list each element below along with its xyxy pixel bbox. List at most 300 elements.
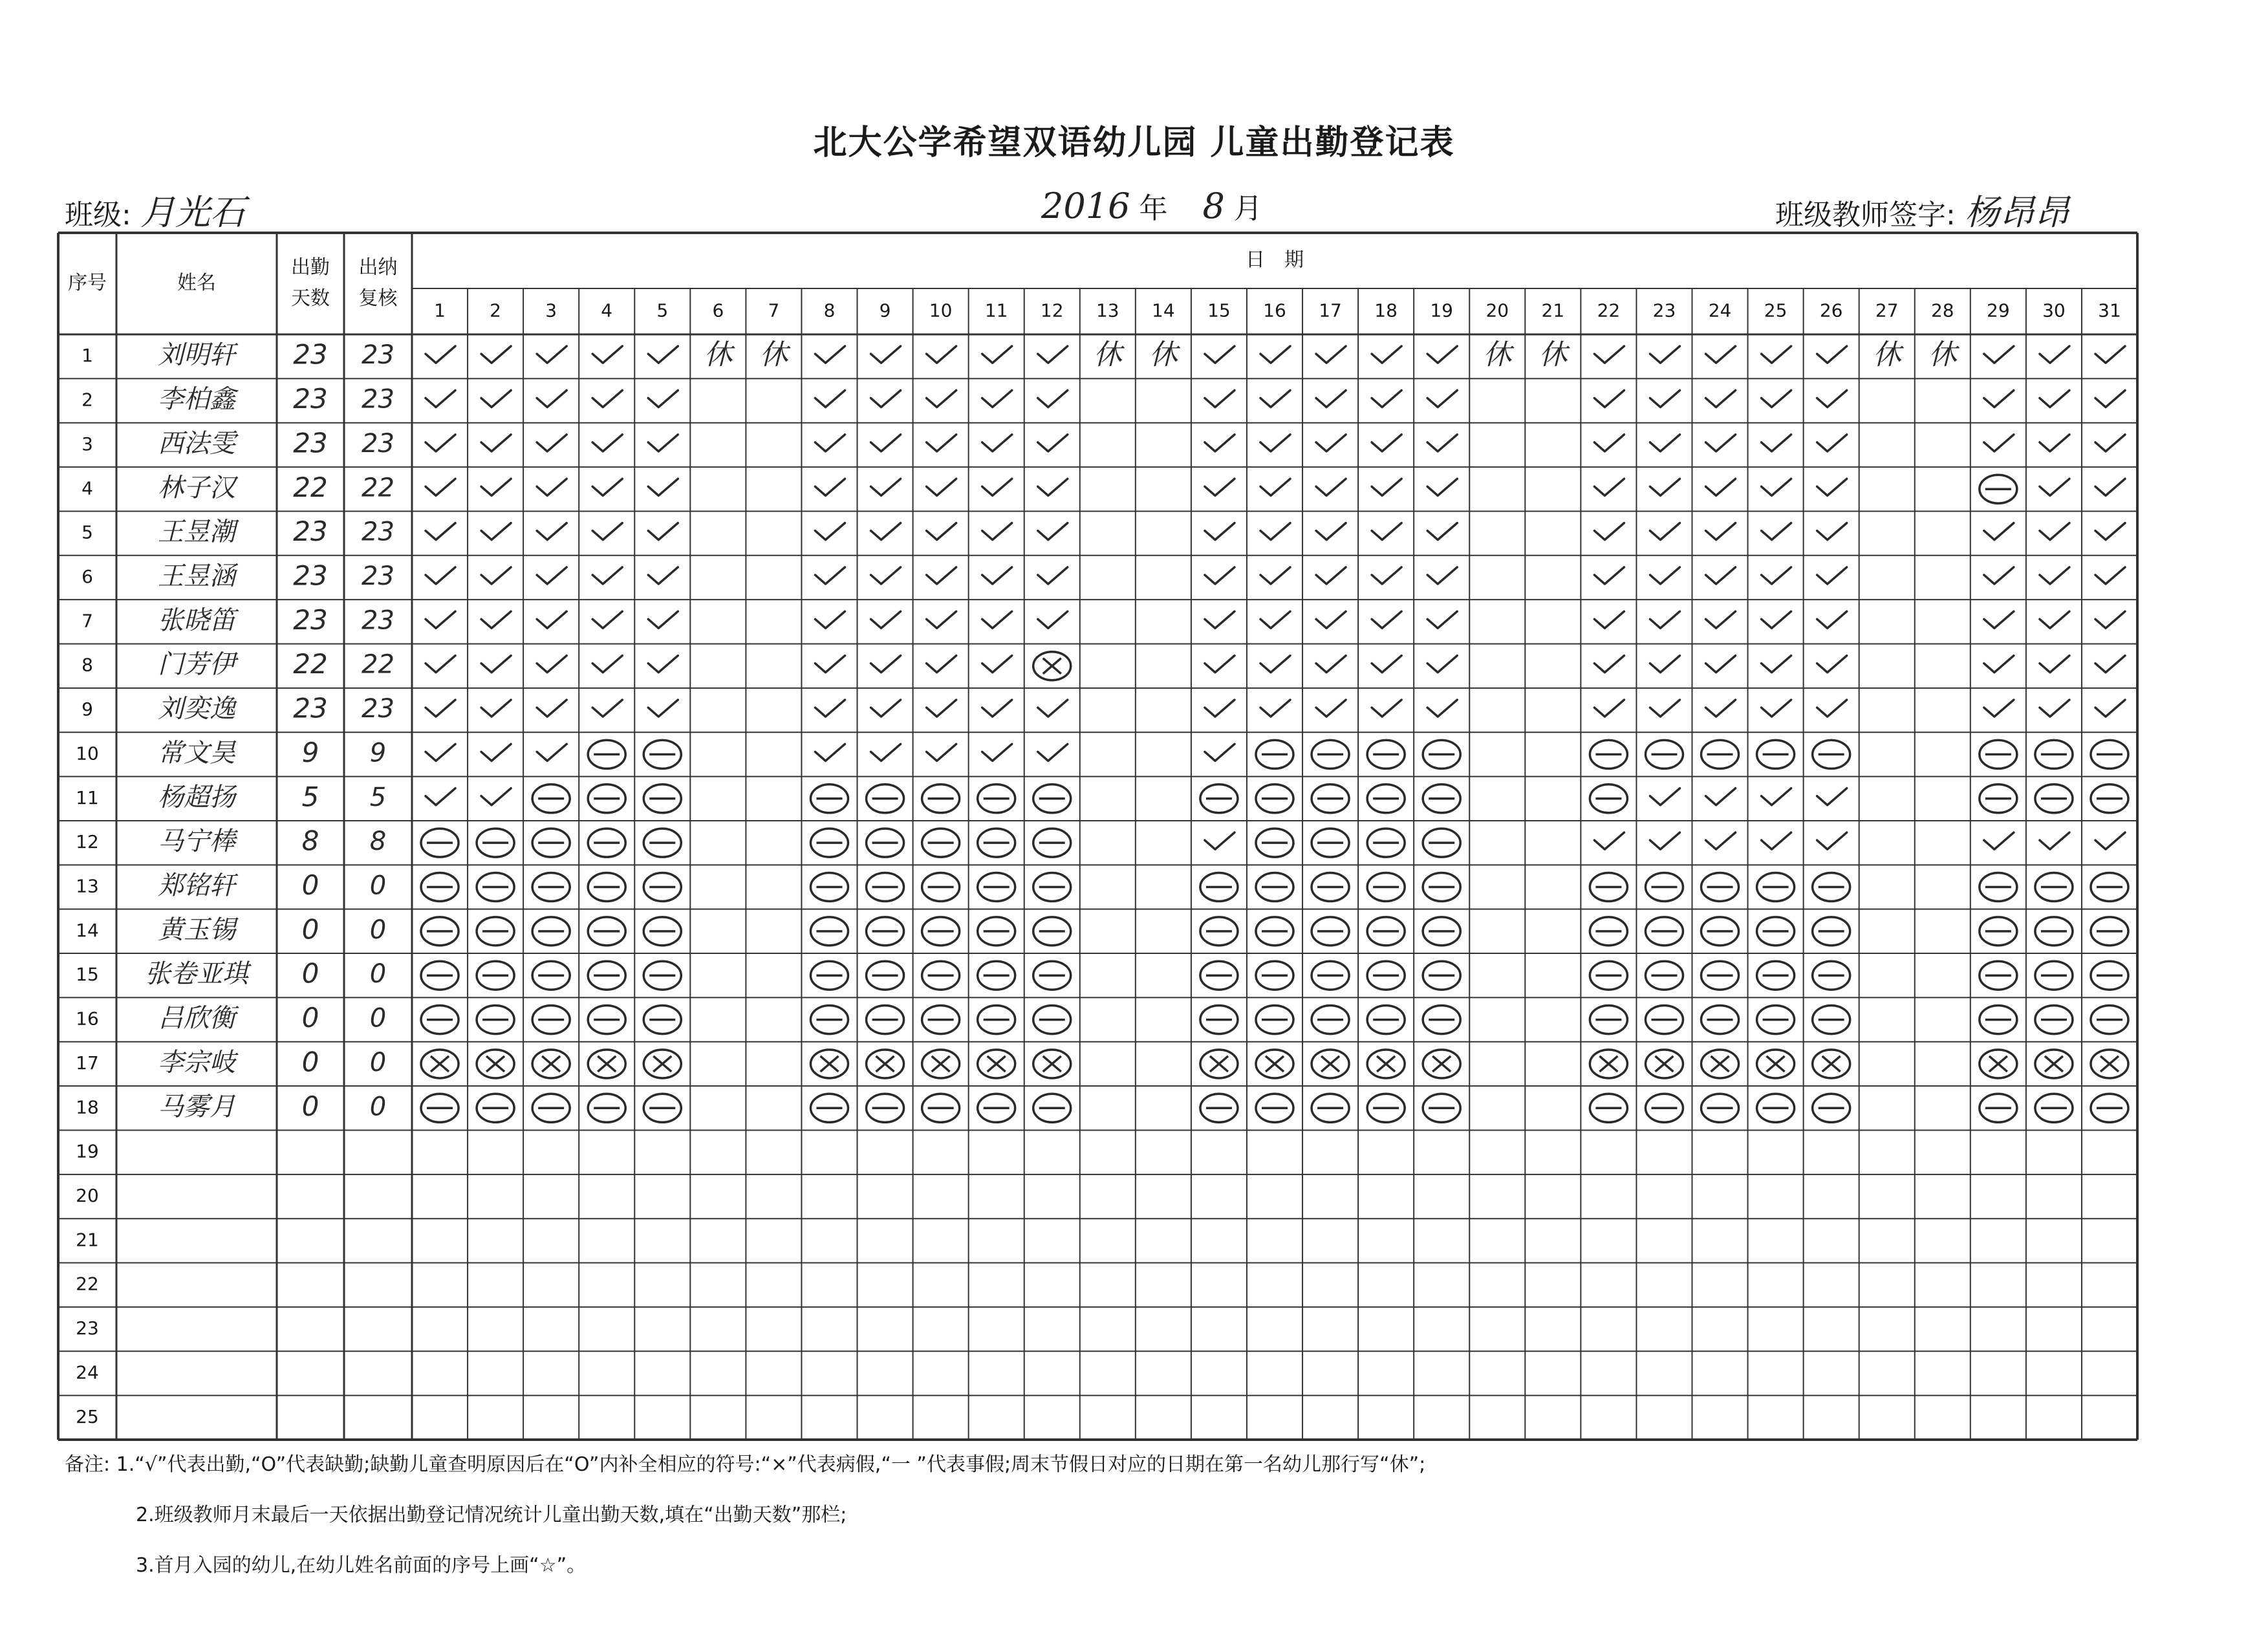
check-stroke xyxy=(1594,656,1624,673)
day-number-13: 13 xyxy=(1096,299,1119,321)
check-stroke xyxy=(1650,832,1679,849)
present-check-mark xyxy=(2095,523,2125,540)
present-check-mark xyxy=(871,479,901,495)
personal-leave-mark xyxy=(477,828,514,857)
check-stroke xyxy=(1817,567,1847,584)
present-check-mark xyxy=(1984,700,2014,717)
present-check-mark xyxy=(1316,435,1346,451)
sick-cross xyxy=(820,1056,838,1072)
absence-circle xyxy=(2091,1050,2128,1078)
absence-circle xyxy=(532,1006,570,1034)
present-check-mark xyxy=(982,656,1012,673)
check-stroke xyxy=(1984,656,2014,673)
check-stroke xyxy=(1762,788,1791,805)
check-stroke xyxy=(2040,656,2069,673)
sick-cross xyxy=(2101,1056,2119,1072)
sick-cross xyxy=(1822,1056,1841,1072)
sick-cross xyxy=(653,1056,671,1072)
present-check-mark xyxy=(426,611,455,628)
check-stroke xyxy=(1706,391,1736,407)
sick-cross xyxy=(1822,1056,1841,1072)
absence-circle xyxy=(1980,1050,2017,1078)
day-number-1: 1 xyxy=(434,299,446,321)
holiday-glyph: 休 xyxy=(1149,338,1178,372)
attendance-days: 9 xyxy=(301,736,319,768)
student-name: 常文昊 xyxy=(158,738,235,768)
check-stroke xyxy=(1984,700,2014,717)
present-check-mark xyxy=(1650,832,1679,849)
check-stroke xyxy=(592,656,622,673)
check-stroke xyxy=(1762,567,1791,584)
absence-circle xyxy=(643,1006,681,1034)
personal-leave-mark xyxy=(1701,1094,1739,1122)
check-stroke xyxy=(648,567,678,584)
personal-leave-mark xyxy=(2035,873,2073,902)
absence-circle xyxy=(1367,1006,1405,1034)
present-check-mark xyxy=(1038,346,1068,363)
student-name: 门芳伊 xyxy=(158,649,235,680)
present-check-mark xyxy=(1372,435,1401,451)
absence-circle xyxy=(1813,1094,1850,1122)
sick-cross xyxy=(1043,1056,1061,1072)
absence-circle xyxy=(1367,1050,1405,1078)
absence-circle xyxy=(1980,917,2017,946)
check-stroke xyxy=(815,611,845,628)
absence-circle xyxy=(532,917,570,946)
notes-label: 备注: xyxy=(65,1453,111,1476)
personal-leave-mark xyxy=(1256,873,1293,902)
check-stroke xyxy=(648,700,678,717)
absence-circle xyxy=(588,917,625,946)
present-check-mark xyxy=(537,435,567,451)
absence-circle xyxy=(1423,785,1460,813)
row-number: 22 xyxy=(76,1273,99,1295)
personal-leave-mark xyxy=(1757,873,1795,902)
personal-leave-mark xyxy=(1312,828,1349,857)
personal-leave-mark xyxy=(2091,917,2128,946)
absence-circle xyxy=(978,873,1015,902)
check-stroke xyxy=(1316,346,1346,363)
personal-leave-mark xyxy=(477,1094,514,1122)
present-check-mark xyxy=(1650,788,1679,805)
present-check-mark xyxy=(481,391,511,407)
personal-leave-mark xyxy=(1367,740,1405,768)
present-check-mark xyxy=(871,567,901,584)
absence-circle xyxy=(1423,740,1460,768)
present-check-mark xyxy=(2040,656,2069,673)
sick-leave-mark xyxy=(978,1050,1015,1078)
check-stroke xyxy=(1762,346,1791,363)
personal-leave-mark xyxy=(1701,961,1739,990)
present-check-mark xyxy=(1316,479,1346,495)
check-stroke xyxy=(1038,523,1068,540)
holiday-glyph: 休 xyxy=(1483,338,1512,372)
present-check-mark xyxy=(1762,656,1791,673)
personal-leave-mark xyxy=(1423,740,1460,768)
check-stroke xyxy=(927,567,956,584)
sick-cross xyxy=(542,1056,560,1072)
absence-circle xyxy=(867,1006,904,1034)
present-check-mark xyxy=(927,744,956,761)
present-check-mark xyxy=(1038,523,1068,540)
present-check-mark xyxy=(1427,391,1457,407)
absence-circle xyxy=(922,917,960,946)
check-stroke xyxy=(1706,832,1736,849)
personal-leave-mark xyxy=(1813,1006,1850,1034)
check-stroke xyxy=(871,523,901,540)
sick-cross xyxy=(653,1056,671,1072)
present-check-mark xyxy=(815,523,845,540)
day-number-14: 14 xyxy=(1152,299,1175,321)
sick-cross xyxy=(542,1056,560,1072)
personal-leave-mark xyxy=(1813,961,1850,990)
check-stroke xyxy=(2095,346,2125,363)
month-suffix: 月 xyxy=(1233,192,1262,225)
check-stroke xyxy=(1817,656,1847,673)
check-stroke xyxy=(1650,788,1679,805)
sick-cross xyxy=(1043,1056,1061,1072)
check-stroke xyxy=(2095,391,2125,407)
notes-section xyxy=(65,1440,2212,1591)
absence-circle xyxy=(1980,1006,2017,1034)
check-stroke xyxy=(1260,479,1290,495)
day-number-16: 16 xyxy=(1263,299,1286,321)
check-stroke xyxy=(1650,656,1679,673)
holiday-mark xyxy=(759,338,791,371)
check-stroke xyxy=(1817,832,1847,849)
check-stroke xyxy=(1762,479,1791,495)
check-stroke xyxy=(1372,567,1401,584)
personal-leave-mark xyxy=(1256,917,1293,946)
absence-circle xyxy=(1256,961,1293,990)
absence-circle xyxy=(1256,828,1293,857)
absence-circle xyxy=(643,1050,681,1078)
check-stroke xyxy=(1594,700,1624,717)
personal-leave-mark xyxy=(1423,785,1460,813)
sick-cross xyxy=(1321,1056,1339,1072)
check-stroke xyxy=(1706,435,1736,451)
year-suffix: 年 xyxy=(1139,192,1168,225)
row-number: 9 xyxy=(81,698,93,720)
present-check-mark xyxy=(1038,435,1068,451)
absence-circle xyxy=(1423,961,1460,990)
personal-leave-mark xyxy=(1367,1094,1405,1122)
day-number-21: 21 xyxy=(1541,299,1565,321)
present-check-mark xyxy=(481,435,511,451)
row-number: 18 xyxy=(76,1096,99,1118)
sick-cross xyxy=(1043,658,1061,674)
present-check-mark xyxy=(426,656,455,673)
check-stroke xyxy=(1427,391,1457,407)
present-check-mark xyxy=(1205,391,1235,407)
personal-leave-mark xyxy=(1256,785,1293,813)
personal-leave-mark xyxy=(1033,1094,1071,1122)
present-check-mark xyxy=(927,611,956,628)
absence-circle xyxy=(477,1050,514,1078)
check-stroke xyxy=(1427,346,1457,363)
personal-leave-mark xyxy=(810,785,848,813)
check-stroke xyxy=(982,744,1012,761)
absence-circle xyxy=(1423,1094,1460,1122)
personal-leave-mark xyxy=(1200,917,1238,946)
student-name: 李柏鑫 xyxy=(158,384,235,415)
present-check-mark xyxy=(982,567,1012,584)
present-check-mark xyxy=(537,567,567,584)
present-check-mark xyxy=(1650,611,1679,628)
absence-circle xyxy=(1256,785,1293,813)
present-check-mark xyxy=(2040,391,2069,407)
present-check-mark xyxy=(1706,346,1736,363)
check-stroke xyxy=(982,611,1012,628)
day-number-17: 17 xyxy=(1319,299,1342,321)
personal-leave-mark xyxy=(1256,828,1293,857)
check-stroke xyxy=(982,567,1012,584)
check-stroke xyxy=(1316,391,1346,407)
check-stroke xyxy=(2095,611,2125,628)
check-stroke xyxy=(592,700,622,717)
attendance-days: 23 xyxy=(293,603,328,636)
check-stroke xyxy=(426,391,455,407)
present-check-mark xyxy=(2095,346,2125,363)
check-stroke xyxy=(927,700,956,717)
check-stroke xyxy=(1706,700,1736,717)
check-stroke xyxy=(481,523,511,540)
attendance-days: 23 xyxy=(293,427,328,459)
holiday-glyph: 休 xyxy=(1539,338,1568,372)
check-stroke xyxy=(1316,435,1346,451)
present-check-mark xyxy=(592,567,622,584)
note-1: 1.“√”代表出勤,“O”代表缺勤;缺勤儿童查明原因后在“O”内补全相应的符号:“×”代表病假,“一 ”代表事假;周末节假日对应的日期在第一名幼儿那行写“休”; xyxy=(116,1453,1426,1476)
personal-leave-mark xyxy=(810,828,848,857)
present-check-mark xyxy=(1650,523,1679,540)
absence-circle xyxy=(1757,1050,1795,1078)
present-check-mark xyxy=(2095,611,2125,628)
check-stroke xyxy=(871,391,901,407)
present-check-mark xyxy=(1260,479,1290,495)
present-check-mark xyxy=(648,700,678,717)
present-check-mark xyxy=(1038,744,1068,761)
present-check-mark xyxy=(1706,479,1736,495)
absence-circle xyxy=(2035,1006,2073,1034)
present-check-mark xyxy=(1372,479,1401,495)
personal-leave-mark xyxy=(643,740,681,768)
check-stroke xyxy=(1817,700,1847,717)
present-check-mark xyxy=(481,567,511,584)
check-stroke xyxy=(1817,523,1847,540)
personal-leave-mark xyxy=(643,785,681,813)
personal-leave-mark xyxy=(2091,873,2128,902)
personal-leave-mark xyxy=(1423,828,1460,857)
check-stroke xyxy=(2095,523,2125,540)
absence-circle xyxy=(1312,873,1349,902)
absence-circle xyxy=(1200,873,1238,902)
absence-circle xyxy=(1312,785,1349,813)
absence-circle xyxy=(922,785,960,813)
present-check-mark xyxy=(1427,700,1457,717)
row-number: 10 xyxy=(76,742,99,764)
present-check-mark xyxy=(648,391,678,407)
absence-circle xyxy=(810,873,848,902)
attendance-days: 0 xyxy=(301,913,319,946)
present-check-mark xyxy=(426,435,455,451)
absence-circle xyxy=(810,961,848,990)
present-check-mark xyxy=(1817,832,1847,849)
present-check-mark xyxy=(648,435,678,451)
check-stroke xyxy=(426,788,455,805)
present-check-mark xyxy=(2095,479,2125,495)
check-stroke xyxy=(648,346,678,363)
absence-circle xyxy=(532,1094,570,1122)
absence-circle xyxy=(1590,917,1627,946)
present-check-mark xyxy=(537,744,567,761)
row-number: 4 xyxy=(81,477,93,499)
present-check-mark xyxy=(1706,611,1736,628)
personal-leave-mark xyxy=(532,917,570,946)
present-check-mark xyxy=(592,700,622,717)
day-number-11: 11 xyxy=(984,299,1008,321)
row-number: 8 xyxy=(81,654,93,676)
check-stroke xyxy=(815,656,845,673)
present-check-mark xyxy=(1205,611,1235,628)
check-stroke xyxy=(1984,611,2014,628)
personal-leave-mark xyxy=(978,961,1015,990)
personal-leave-mark xyxy=(588,785,625,813)
present-check-mark xyxy=(2040,346,2069,363)
present-check-mark xyxy=(1260,700,1290,717)
present-check-mark xyxy=(426,523,455,540)
present-check-mark xyxy=(1594,700,1624,717)
personal-leave-mark xyxy=(2035,1094,2073,1122)
check-stroke xyxy=(982,523,1012,540)
absence-circle xyxy=(2035,1050,2073,1078)
student-name: 郑铭轩 xyxy=(158,871,235,901)
absence-circle xyxy=(1590,873,1627,902)
absence-circle xyxy=(810,917,848,946)
check-stroke xyxy=(1650,479,1679,495)
check-stroke xyxy=(2095,656,2125,673)
column-check-header-1: 出纳 xyxy=(358,256,398,279)
row-number: 1 xyxy=(81,345,93,367)
present-check-mark xyxy=(537,346,567,363)
check-stroke xyxy=(1205,479,1235,495)
absence-circle xyxy=(477,1006,514,1034)
check-stroke xyxy=(815,567,845,584)
check-stroke xyxy=(1260,346,1290,363)
absence-circle xyxy=(810,1006,848,1034)
student-name: 张卷亚琪 xyxy=(145,959,248,990)
absence-circle xyxy=(1645,917,1683,946)
student-name: 张晓笛 xyxy=(158,605,235,636)
absence-circle xyxy=(643,785,681,813)
check-stroke xyxy=(815,700,845,717)
personal-leave-mark xyxy=(532,1006,570,1034)
present-check-mark xyxy=(648,567,678,584)
day-number-6: 6 xyxy=(712,299,724,321)
absence-circle xyxy=(477,917,514,946)
sick-cross xyxy=(1377,1056,1395,1072)
personal-leave-mark xyxy=(1590,873,1627,902)
check-stroke xyxy=(481,744,511,761)
check-stroke xyxy=(1817,611,1847,628)
present-check-mark xyxy=(982,391,1012,407)
present-check-mark xyxy=(982,700,1012,717)
personal-leave-mark xyxy=(421,828,459,857)
present-check-mark xyxy=(1706,788,1736,805)
check-stroke xyxy=(1762,700,1791,717)
present-check-mark xyxy=(871,523,901,540)
check-stroke xyxy=(426,700,455,717)
absence-circle xyxy=(643,873,681,902)
attendance-check: 0 xyxy=(369,915,387,945)
absence-circle xyxy=(2035,961,2073,990)
absence-circle xyxy=(588,1050,625,1078)
personal-leave-mark xyxy=(477,873,514,902)
column-name-header: 姓名 xyxy=(177,272,216,294)
personal-leave-mark xyxy=(1312,917,1349,946)
day-number-8: 8 xyxy=(823,299,836,321)
absence-circle xyxy=(978,1094,1015,1122)
personal-leave-mark xyxy=(1256,1006,1293,1034)
sick-cross xyxy=(1767,1056,1785,1072)
personal-leave-mark xyxy=(922,1094,960,1122)
check-stroke xyxy=(1817,479,1847,495)
present-check-mark xyxy=(1316,391,1346,407)
sick-cross xyxy=(1711,1056,1729,1072)
absence-circle xyxy=(1701,961,1739,990)
present-check-mark xyxy=(2040,479,2069,495)
check-stroke xyxy=(592,346,622,363)
present-check-mark xyxy=(1706,656,1736,673)
personal-leave-mark xyxy=(643,961,681,990)
present-check-mark xyxy=(1372,346,1401,363)
personal-leave-mark xyxy=(1980,1094,2017,1122)
present-check-mark xyxy=(1038,391,1068,407)
absence-circle xyxy=(2035,917,2073,946)
absence-circle xyxy=(1367,828,1405,857)
personal-leave-mark xyxy=(1757,917,1795,946)
check-stroke xyxy=(481,346,511,363)
row-number: 11 xyxy=(76,786,99,808)
check-stroke xyxy=(2040,523,2069,540)
personal-leave-mark xyxy=(810,961,848,990)
absence-circle xyxy=(2091,785,2128,813)
present-check-mark xyxy=(1594,391,1624,407)
holiday-glyph: 休 xyxy=(704,338,733,372)
check-stroke xyxy=(1594,479,1624,495)
check-stroke xyxy=(1372,700,1401,717)
personal-leave-mark xyxy=(1033,828,1071,857)
personal-leave-mark xyxy=(978,785,1015,813)
absence-circle xyxy=(1645,740,1683,768)
sick-cross xyxy=(431,1056,449,1072)
present-check-mark xyxy=(537,656,567,673)
present-check-mark xyxy=(1762,788,1791,805)
absence-circle xyxy=(1200,961,1238,990)
absence-circle xyxy=(1033,785,1071,813)
present-check-mark xyxy=(1984,567,2014,584)
sick-cross xyxy=(1989,1056,2007,1072)
absence-circle xyxy=(922,961,960,990)
personal-leave-mark xyxy=(1590,785,1627,813)
personal-leave-mark xyxy=(1033,961,1071,990)
row-number: 13 xyxy=(76,875,99,897)
holiday-mark xyxy=(1873,338,1905,371)
attendance-days: 22 xyxy=(293,648,328,680)
present-check-mark xyxy=(2095,391,2125,407)
check-stroke xyxy=(1427,523,1457,540)
month-value: 8 xyxy=(1202,186,1225,226)
day-number-9: 9 xyxy=(879,299,891,321)
